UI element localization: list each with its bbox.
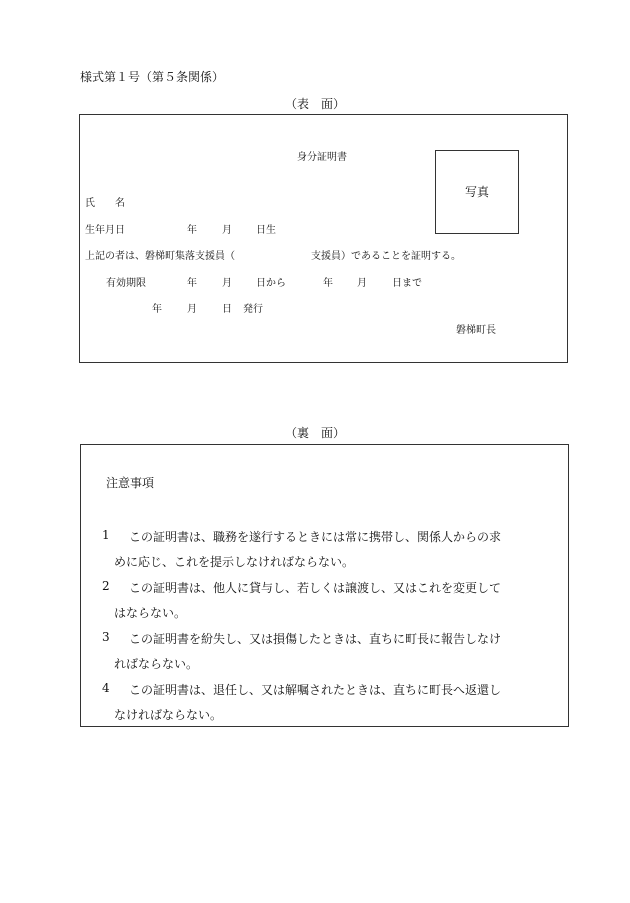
notice-item-text: この証明書は、退任し、又は解嘱されたときは、直ちに町長へ返還し [129,683,502,697]
front-side-heading: （表 面） [284,97,345,111]
validity-label: 有効期限 [106,278,146,289]
birth-date-label: 生年月日 [85,225,125,236]
notice-item-text-cont: なければならない。 [114,708,223,722]
form-number: 様式第１号（第５条関係） [80,70,225,84]
validity-to-month: 月 [357,278,367,289]
validity-to-day: 日まで [392,278,422,289]
certify-text-suffix: 支援員）であることを証明する。 [311,251,461,262]
id-card-front [79,114,568,363]
issued-year: 年 [152,304,162,315]
notice-item-text: この証明書を紛失し、又は損傷したときは、直ちに町長に報告しなけ [129,632,502,646]
notice-item-number: 4 [102,681,110,695]
notice-item-number: 3 [102,630,110,644]
notice-item-text: この証明書は、職務を遂行するときには常に携帯し、関係人からの求 [129,530,502,544]
certify-text-prefix: 上記の者は、磐梯町集落支援員（ [85,251,235,262]
photo-label: 写真 [464,185,489,199]
validity-from-day: 日から [256,278,286,289]
notice-item-number: 1 [102,528,110,542]
id-card-back [80,444,569,727]
birth-day-unit: 日生 [256,225,276,236]
certificate-title: 身分証明書 [297,152,347,163]
birth-year-unit: 年 [187,225,197,236]
notice-item-text-cont: めに応じ、これを提示しなければならない。 [114,555,355,569]
notice-title: 注意事項 [106,476,155,490]
notice-item-number: 2 [102,579,110,593]
validity-from-month: 月 [222,278,232,289]
back-side-heading: （裏 面） [284,426,345,440]
validity-from-year: 年 [187,278,197,289]
issuer-mayor: 磐梯町長 [456,325,496,336]
issued-label: 発行 [243,304,263,315]
issued-day: 日 [222,304,232,315]
issued-month: 月 [187,304,197,315]
notice-item-text-cont: ればならない。 [114,657,199,671]
notice-item-text: この証明書は、他人に貸与し、若しくは譲渡し、又はこれを変更して [129,581,502,595]
notice-item-text-cont: はならない。 [114,606,187,620]
birth-month-unit: 月 [222,225,232,236]
photo-box [435,150,519,234]
name-label: 氏 名 [85,198,125,209]
validity-to-year: 年 [323,278,333,289]
